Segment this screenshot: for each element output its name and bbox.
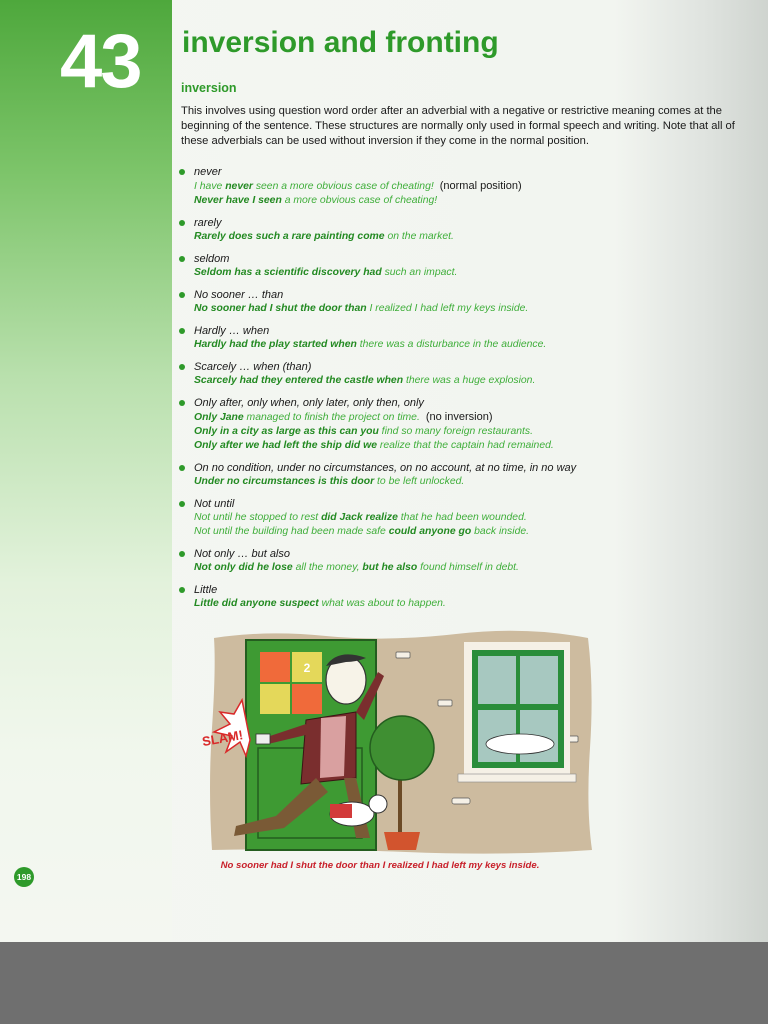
adverbial-item [176,360,736,388]
example-sentence: Rarely does such a rare painting come on the market. [194,231,454,242]
example-sentence: Not until he stopped to rest did Jack realize that he had been wounded. [194,512,527,523]
example-sentence: Under no circumstances is this door to be left unlocked. [194,476,465,487]
adverbial-term: rarely [194,217,222,229]
example-sentence: Only Jane managed to finish the project on time. (no inversion) [194,411,493,423]
adverbial-term: No sooner … than [194,289,284,301]
adverbial-item [176,288,736,316]
adverbial-term: Not until [194,498,235,510]
bullet-icon [179,220,185,226]
adverbial-term: Little [194,584,218,596]
example-sentence: No sooner had I shut the door than I realized I had left my keys inside. [194,303,529,314]
adverbial-term: Not only … but also [194,548,290,560]
adverbial-item [176,252,736,280]
cartoon-illustration [200,628,594,856]
adverbial-term: never [194,166,222,178]
green-side-band [0,0,172,942]
adverbial-list [176,165,736,619]
door-number: 2 [303,661,311,675]
adverbial-term: seldom [194,253,230,265]
bullet-icon [179,292,185,298]
unit-title: inversion and fronting [182,26,499,59]
adverbial-item [176,547,736,575]
bullet-icon [179,328,185,334]
window [458,642,576,782]
example-sentence: I have never seen a more obvious case of cheating! (normal position) [194,180,522,192]
example-note: (no inversion) [425,411,493,423]
bullet-icon [179,551,185,557]
adverbial-term: On no condition, under no circumstances, on no account, at no time, in no way [194,462,577,474]
adverbial-item [176,461,736,489]
adverbial-item [176,396,736,453]
adverbial-item [176,216,736,244]
example-sentence: Scarcely had they entered the castle when there was a huge explosion. [194,375,536,386]
example-sentence: Only after we had left the ship did we realize that the captain had remained. [194,440,554,451]
adverbial-item [176,497,736,539]
example-note: (normal position) [439,180,522,192]
adverbial-term: Scarcely … when (than) [194,361,312,373]
page-number-badge: 198 [14,867,34,887]
adverbial-item [176,324,736,352]
intro-paragraph: This involves using question word order after an adverbial with a negative or restrictive meaning comes at the beginning of the sentence. These structures are normally only used in formal speech and writing. Note that all of these adverbials can be used without inversion if they come in the normal position. [181,105,735,147]
example-sentence: Hardly had the play started when there was a disturbance in the audience. [194,339,547,350]
adverbial-term: Only after, only when, only later, only then, only [194,397,424,409]
example-sentence: Little did anyone suspect what was about to happen. [194,598,446,609]
bullet-icon [179,256,185,262]
bullet-icon [179,364,185,370]
example-sentence: Seldom has a scientific discovery had such an impact. [194,267,458,278]
bullet-icon [179,465,185,471]
example-sentence: Not until the building had been made safe could anyone go back inside. [194,526,530,537]
example-sentence: Only in a city as large as this can you find so many foreign restaurants. [194,426,534,437]
example-sentence: Never have I seen a more obvious case of cheating! [194,195,438,206]
slam-text: SLAM! [200,727,245,750]
bullet-icon [179,400,185,406]
unit-number: 43 [60,19,141,104]
adverbial-item [176,583,736,611]
bullet-icon [179,501,185,507]
illustration-caption: No sooner had I shut the door than I realized I had left my keys inside. [220,860,540,871]
bullet-icon [179,169,185,175]
bullet-icon [179,587,185,593]
section-heading: inversion [181,81,237,95]
adverbial-term: Hardly … when [194,325,270,337]
adverbial-item [176,165,736,208]
example-sentence: Not only did he lose all the money, but he also found himself in debt. [194,562,519,573]
